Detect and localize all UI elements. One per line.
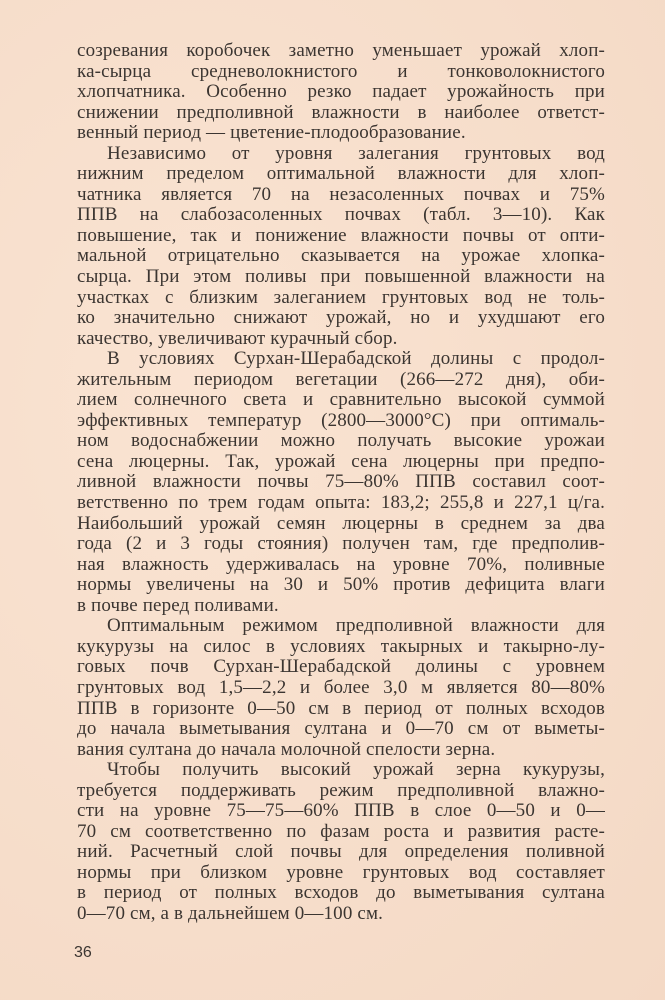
paragraph <box>77 616 605 760</box>
text-line: ветственно по трем годам опыта: 183,2; 255,8 и 227,1 ц/га. <box>77 492 605 514</box>
text-line: ка-сырца средневолокнистого и тонковолокнистого <box>77 60 605 82</box>
text-line: хлопчатника. Особенно резко падает урожайность при <box>77 81 605 103</box>
text-line: ливной влажности почвы 75—80% ППВ составил соот- <box>77 471 605 493</box>
paragraph <box>77 760 605 924</box>
paragraph <box>77 349 605 616</box>
text-line: в период от полных всходов до выметывания султана <box>77 882 605 904</box>
text-line: В условиях Сурхан-Шерабадской долины с продол- <box>107 348 605 370</box>
text-line: сти на уровне 75—75—60% ППВ в слое 0—50 и 0— <box>77 800 605 822</box>
paragraph <box>77 144 605 349</box>
text-line: ная влажность удерживалась на уровне 70%, поливные <box>77 553 605 575</box>
text-line: говых почв Сурхан-Шерабадской долины с уровнем <box>77 656 605 678</box>
text-line: грунтовых вод 1,5—2,2 и более 3,0 м является 80—80% <box>77 676 605 698</box>
text-line: 0—70 см, а в дальнейшем 0—100 см. <box>77 902 384 924</box>
text-line: Оптимальным режимом предполивной влажности для <box>107 615 605 637</box>
text-line: до начала выметывания султана и 0—70 см от выметы- <box>77 718 605 740</box>
text-line: нижним пределом оптимальной влажности для хлоп- <box>77 163 605 185</box>
text-line: сена люцерны. Так, урожай сена люцерны при предпо- <box>77 450 605 472</box>
text-line: созревания коробочек заметно уменьшает урожай хлоп- <box>77 40 605 61</box>
text-line: чатника является 70 на незасоленных почвах и 75% <box>77 183 605 205</box>
text-line: лием солнечного света и сравнительно высокой суммой <box>77 389 605 411</box>
text-line: кукурузы на силос в условиях такырных и такырно-лу- <box>77 635 605 657</box>
text-line: нормы увеличены на 30 и 50% против дефицита влаги <box>77 574 605 596</box>
text-line: ко значительно снижают урожай, но и ухудшают его <box>77 307 605 329</box>
text-line: Независимо от уровня залегания грунтовых вод <box>107 142 605 164</box>
paragraph <box>77 41 605 144</box>
text-line: участках с близким залеганием грунтовых вод не толь- <box>77 286 605 308</box>
text-line: нормы при близком уровне грунтовых вод составляет <box>77 861 605 883</box>
text-line: ППВ на слабозасоленных почвах (табл. 3—10). Как <box>77 204 605 226</box>
text-line: Наибольший урожай семян люцерны в среднем за два <box>77 512 605 534</box>
text-line: в почве перед поливами. <box>77 594 279 616</box>
text-line: вания султана до начала молочной спелости зерна. <box>77 738 496 760</box>
text-line: 70 см соответственно по фазам роста и развития расте- <box>77 820 605 842</box>
text-line: ППВ в горизонте 0—50 см в период от полных всходов <box>77 697 605 719</box>
text-line: эффективных температур (2800—3000°С) при оптималь- <box>77 409 605 431</box>
text-line: снижении предполивной влажности в наиболее ответст- <box>77 101 605 123</box>
page-number: 36 <box>74 944 92 961</box>
text-line: повышение, так и понижение влажности почвы от опти- <box>77 224 605 246</box>
text-line: венный период — цветение-плодообразование. <box>77 122 466 144</box>
text-line: ном водоснабжении можно получать высокие урожаи <box>77 430 605 452</box>
text-line: мальной отрицательно сказывается на урожае хлопка- <box>77 245 605 267</box>
text-line: ний. Расчетный слой почвы для определения поливной <box>77 841 605 863</box>
text-line: качество, увеличивают курачный сбор. <box>77 327 398 349</box>
page-body-text <box>77 41 605 925</box>
text-line: сырца. При этом поливы при повышенной влажности на <box>77 266 605 288</box>
text-line: Чтобы получить высокий урожай зерна кукурузы, <box>107 759 605 781</box>
text-line: жительным периодом вегетации (266—272 дня), оби- <box>77 368 605 390</box>
text-line: требуется поддерживать режим предполивной влажно- <box>77 779 605 801</box>
text-line: года (2 и 3 годы стояния) получен там, где предполив- <box>77 533 605 555</box>
